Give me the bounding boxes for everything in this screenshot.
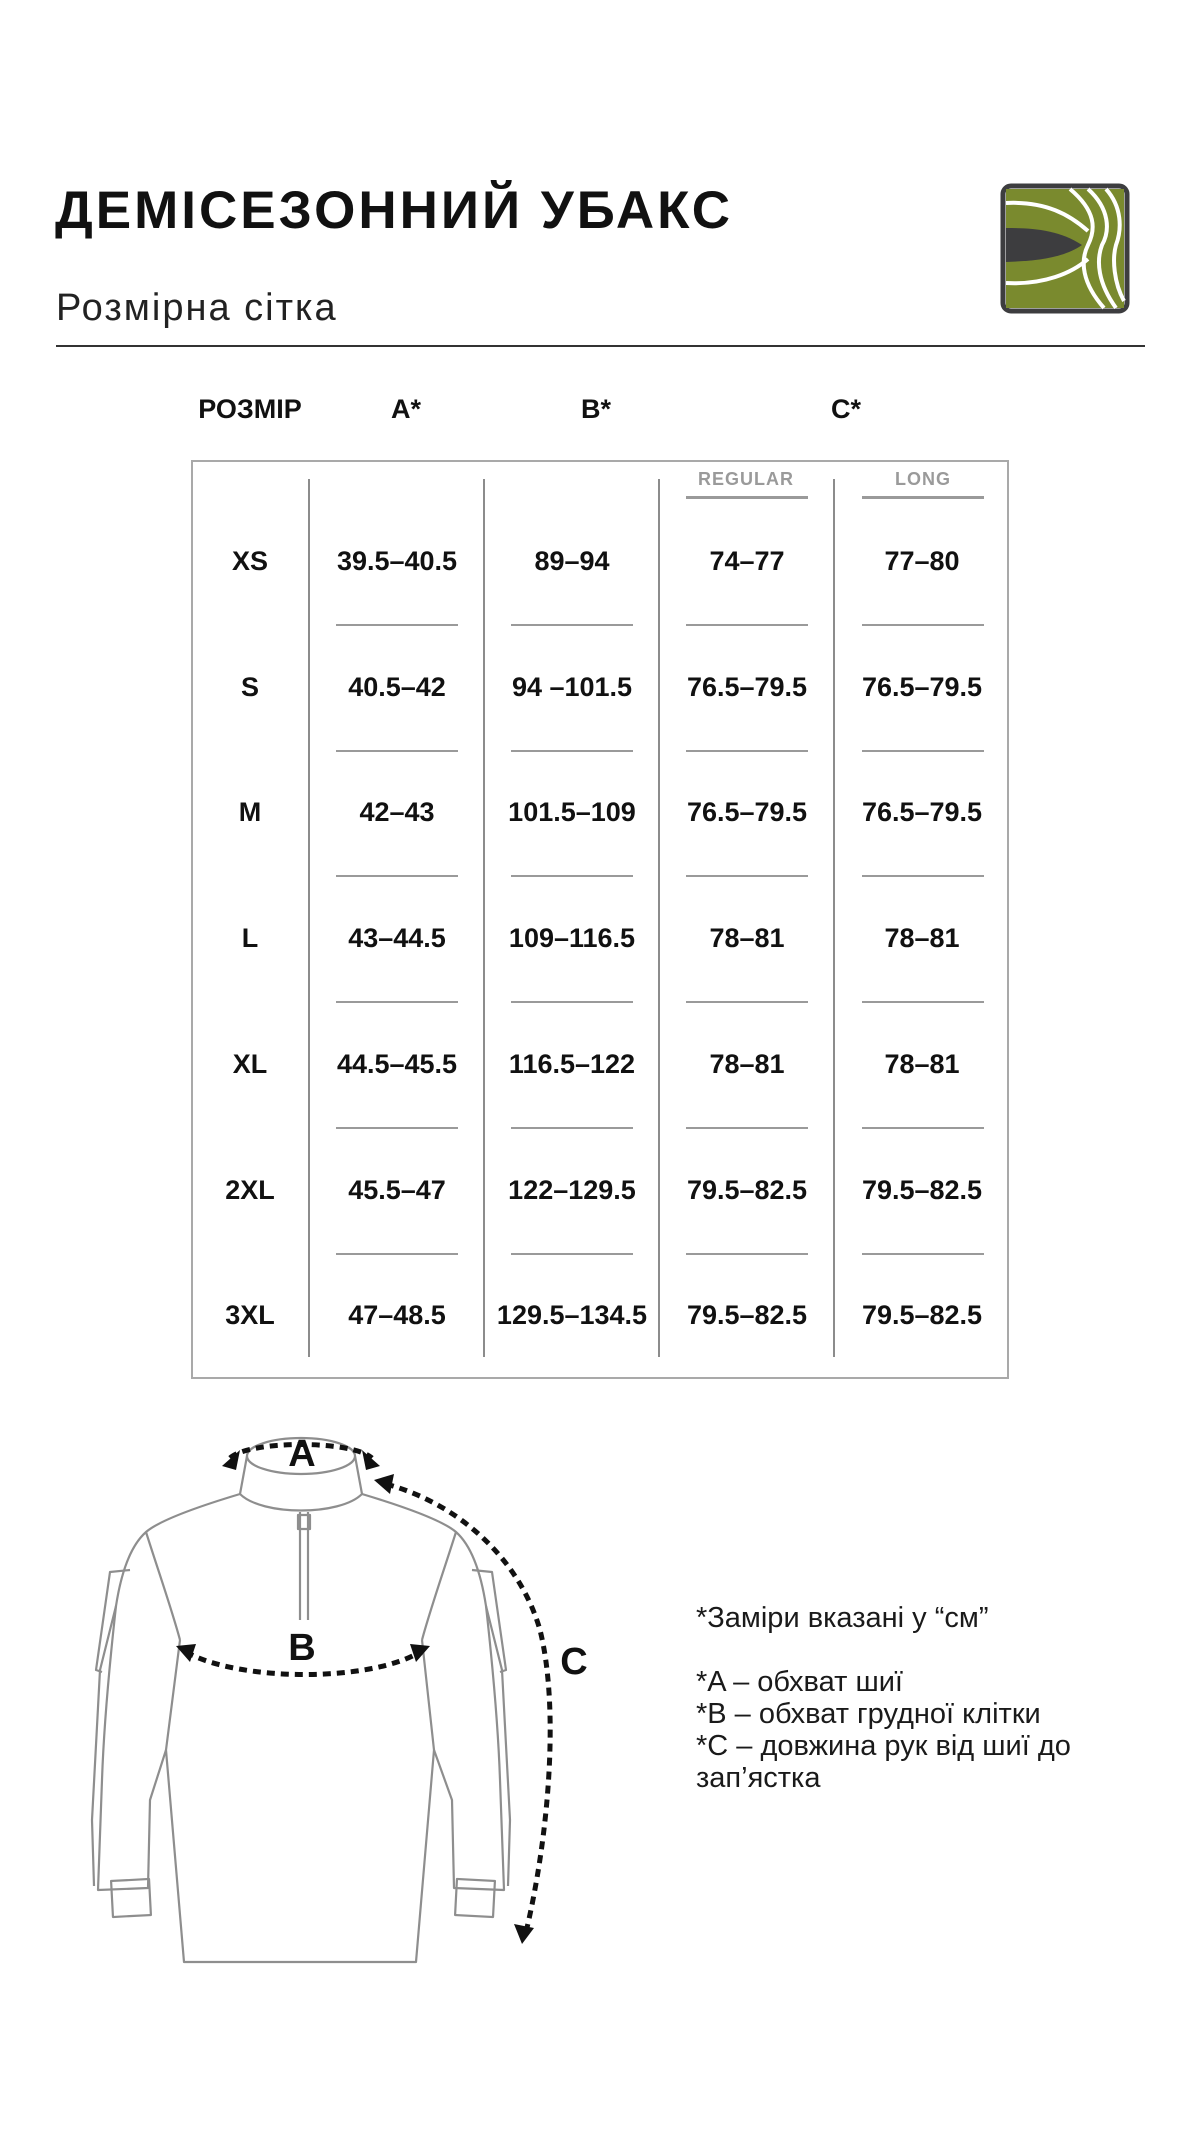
- column-divider: [308, 479, 310, 1357]
- table-cell-b: 109–116.5: [508, 923, 636, 953]
- subheader-underline: [686, 496, 808, 499]
- row-separator: [686, 1001, 808, 1003]
- shirt-measurement-diagram: [0, 1420, 640, 1980]
- table-row-size: XL: [232, 1049, 268, 1079]
- label-a: A: [288, 1433, 316, 1475]
- header-divider: [56, 345, 1145, 347]
- col-header-size: РОЗМІР: [198, 394, 302, 424]
- note-b: *B – обхват грудної клітки: [696, 1698, 1041, 1730]
- row-separator: [862, 750, 984, 752]
- table-cell-a: 43–44.5: [348, 923, 446, 953]
- table-cell-c-long: 78–81: [884, 1049, 960, 1079]
- row-separator: [862, 1253, 984, 1255]
- page-subtitle: Розмірна сітка: [56, 287, 338, 329]
- col-header-a: A*: [390, 394, 422, 424]
- table-cell-c-regular: 78–81: [709, 923, 785, 953]
- row-separator: [336, 1001, 458, 1003]
- note-c-line2: зап’ястка: [696, 1762, 821, 1794]
- row-separator: [336, 875, 458, 877]
- table-cell-c-regular: 78–81: [709, 1049, 785, 1079]
- label-c: C: [560, 1641, 588, 1683]
- row-separator: [686, 1127, 808, 1129]
- table-cell-a: 44.5–45.5: [336, 1049, 458, 1079]
- row-separator: [862, 1001, 984, 1003]
- table-cell-c-long: 78–81: [884, 923, 960, 953]
- table-row-size: 2XL: [225, 1175, 275, 1205]
- table-cell-a: 40.5–42: [348, 672, 446, 702]
- note-c-line1: *C – довжина рук від шиї до: [696, 1730, 1071, 1762]
- row-separator: [686, 624, 808, 626]
- table-cell-b: 116.5–122: [508, 1049, 636, 1079]
- table-cell-c-long: 79.5–82.5: [861, 1300, 983, 1330]
- row-separator: [511, 1253, 633, 1255]
- table-cell-c-regular: 76.5–79.5: [686, 797, 808, 827]
- table-cell-a: 47–48.5: [348, 1300, 446, 1330]
- row-separator: [511, 624, 633, 626]
- row-separator: [511, 1001, 633, 1003]
- column-divider: [833, 479, 835, 1357]
- table-row-size: M: [238, 797, 262, 827]
- table-row-size: S: [240, 672, 260, 702]
- table-cell-c-long: 76.5–79.5: [861, 797, 983, 827]
- table-cell-c-regular: 74–77: [709, 546, 785, 576]
- row-separator: [862, 624, 984, 626]
- note-unit: *Заміри вказані у “см”: [696, 1602, 989, 1634]
- note-a: *A – обхват шиї: [696, 1666, 903, 1698]
- row-separator: [336, 1127, 458, 1129]
- row-separator: [686, 750, 808, 752]
- page-title: ДЕМІСЕЗОННИЙ УБАКС: [55, 181, 734, 240]
- row-separator: [336, 1253, 458, 1255]
- row-separator: [686, 1253, 808, 1255]
- col-header-c: C*: [830, 394, 862, 424]
- table-cell-c-regular: 79.5–82.5: [686, 1300, 808, 1330]
- row-separator: [862, 1127, 984, 1129]
- table-cell-a: 42–43: [359, 797, 435, 827]
- table-cell-c-regular: 76.5–79.5: [686, 672, 808, 702]
- col-header-b: B*: [580, 394, 612, 424]
- row-separator: [686, 875, 808, 877]
- row-separator: [511, 750, 633, 752]
- wave-logo-icon: [1000, 183, 1130, 314]
- c-regular-subheader: REGULAR: [698, 469, 794, 489]
- table-cell-b: 101.5–109: [508, 797, 636, 827]
- table-cell-b: 89–94: [534, 546, 610, 576]
- table-cell-b: 122–129.5: [508, 1175, 636, 1205]
- table-cell-b: 94 –101.5: [511, 672, 633, 702]
- table-cell-c-regular: 79.5–82.5: [686, 1175, 808, 1205]
- size-table: [191, 460, 1009, 1379]
- row-separator: [336, 750, 458, 752]
- table-cell-a: 39.5–40.5: [336, 546, 458, 576]
- table-row-size: L: [241, 923, 259, 953]
- label-b: B: [288, 1627, 316, 1669]
- row-separator: [511, 875, 633, 877]
- table-cell-c-long: 79.5–82.5: [861, 1175, 983, 1205]
- c-long-subheader: LONG: [895, 469, 951, 489]
- row-separator: [862, 875, 984, 877]
- table-row-size: 3XL: [225, 1300, 275, 1330]
- column-divider: [483, 479, 485, 1357]
- row-separator: [511, 1127, 633, 1129]
- row-separator: [336, 624, 458, 626]
- table-cell-b: 129.5–134.5: [496, 1300, 648, 1330]
- table-cell-a: 45.5–47: [348, 1175, 446, 1205]
- table-cell-c-long: 77–80: [884, 546, 960, 576]
- table-row-size: XS: [231, 546, 269, 576]
- table-cell-c-long: 76.5–79.5: [861, 672, 983, 702]
- column-divider: [658, 479, 660, 1357]
- subheader-underline: [862, 496, 984, 499]
